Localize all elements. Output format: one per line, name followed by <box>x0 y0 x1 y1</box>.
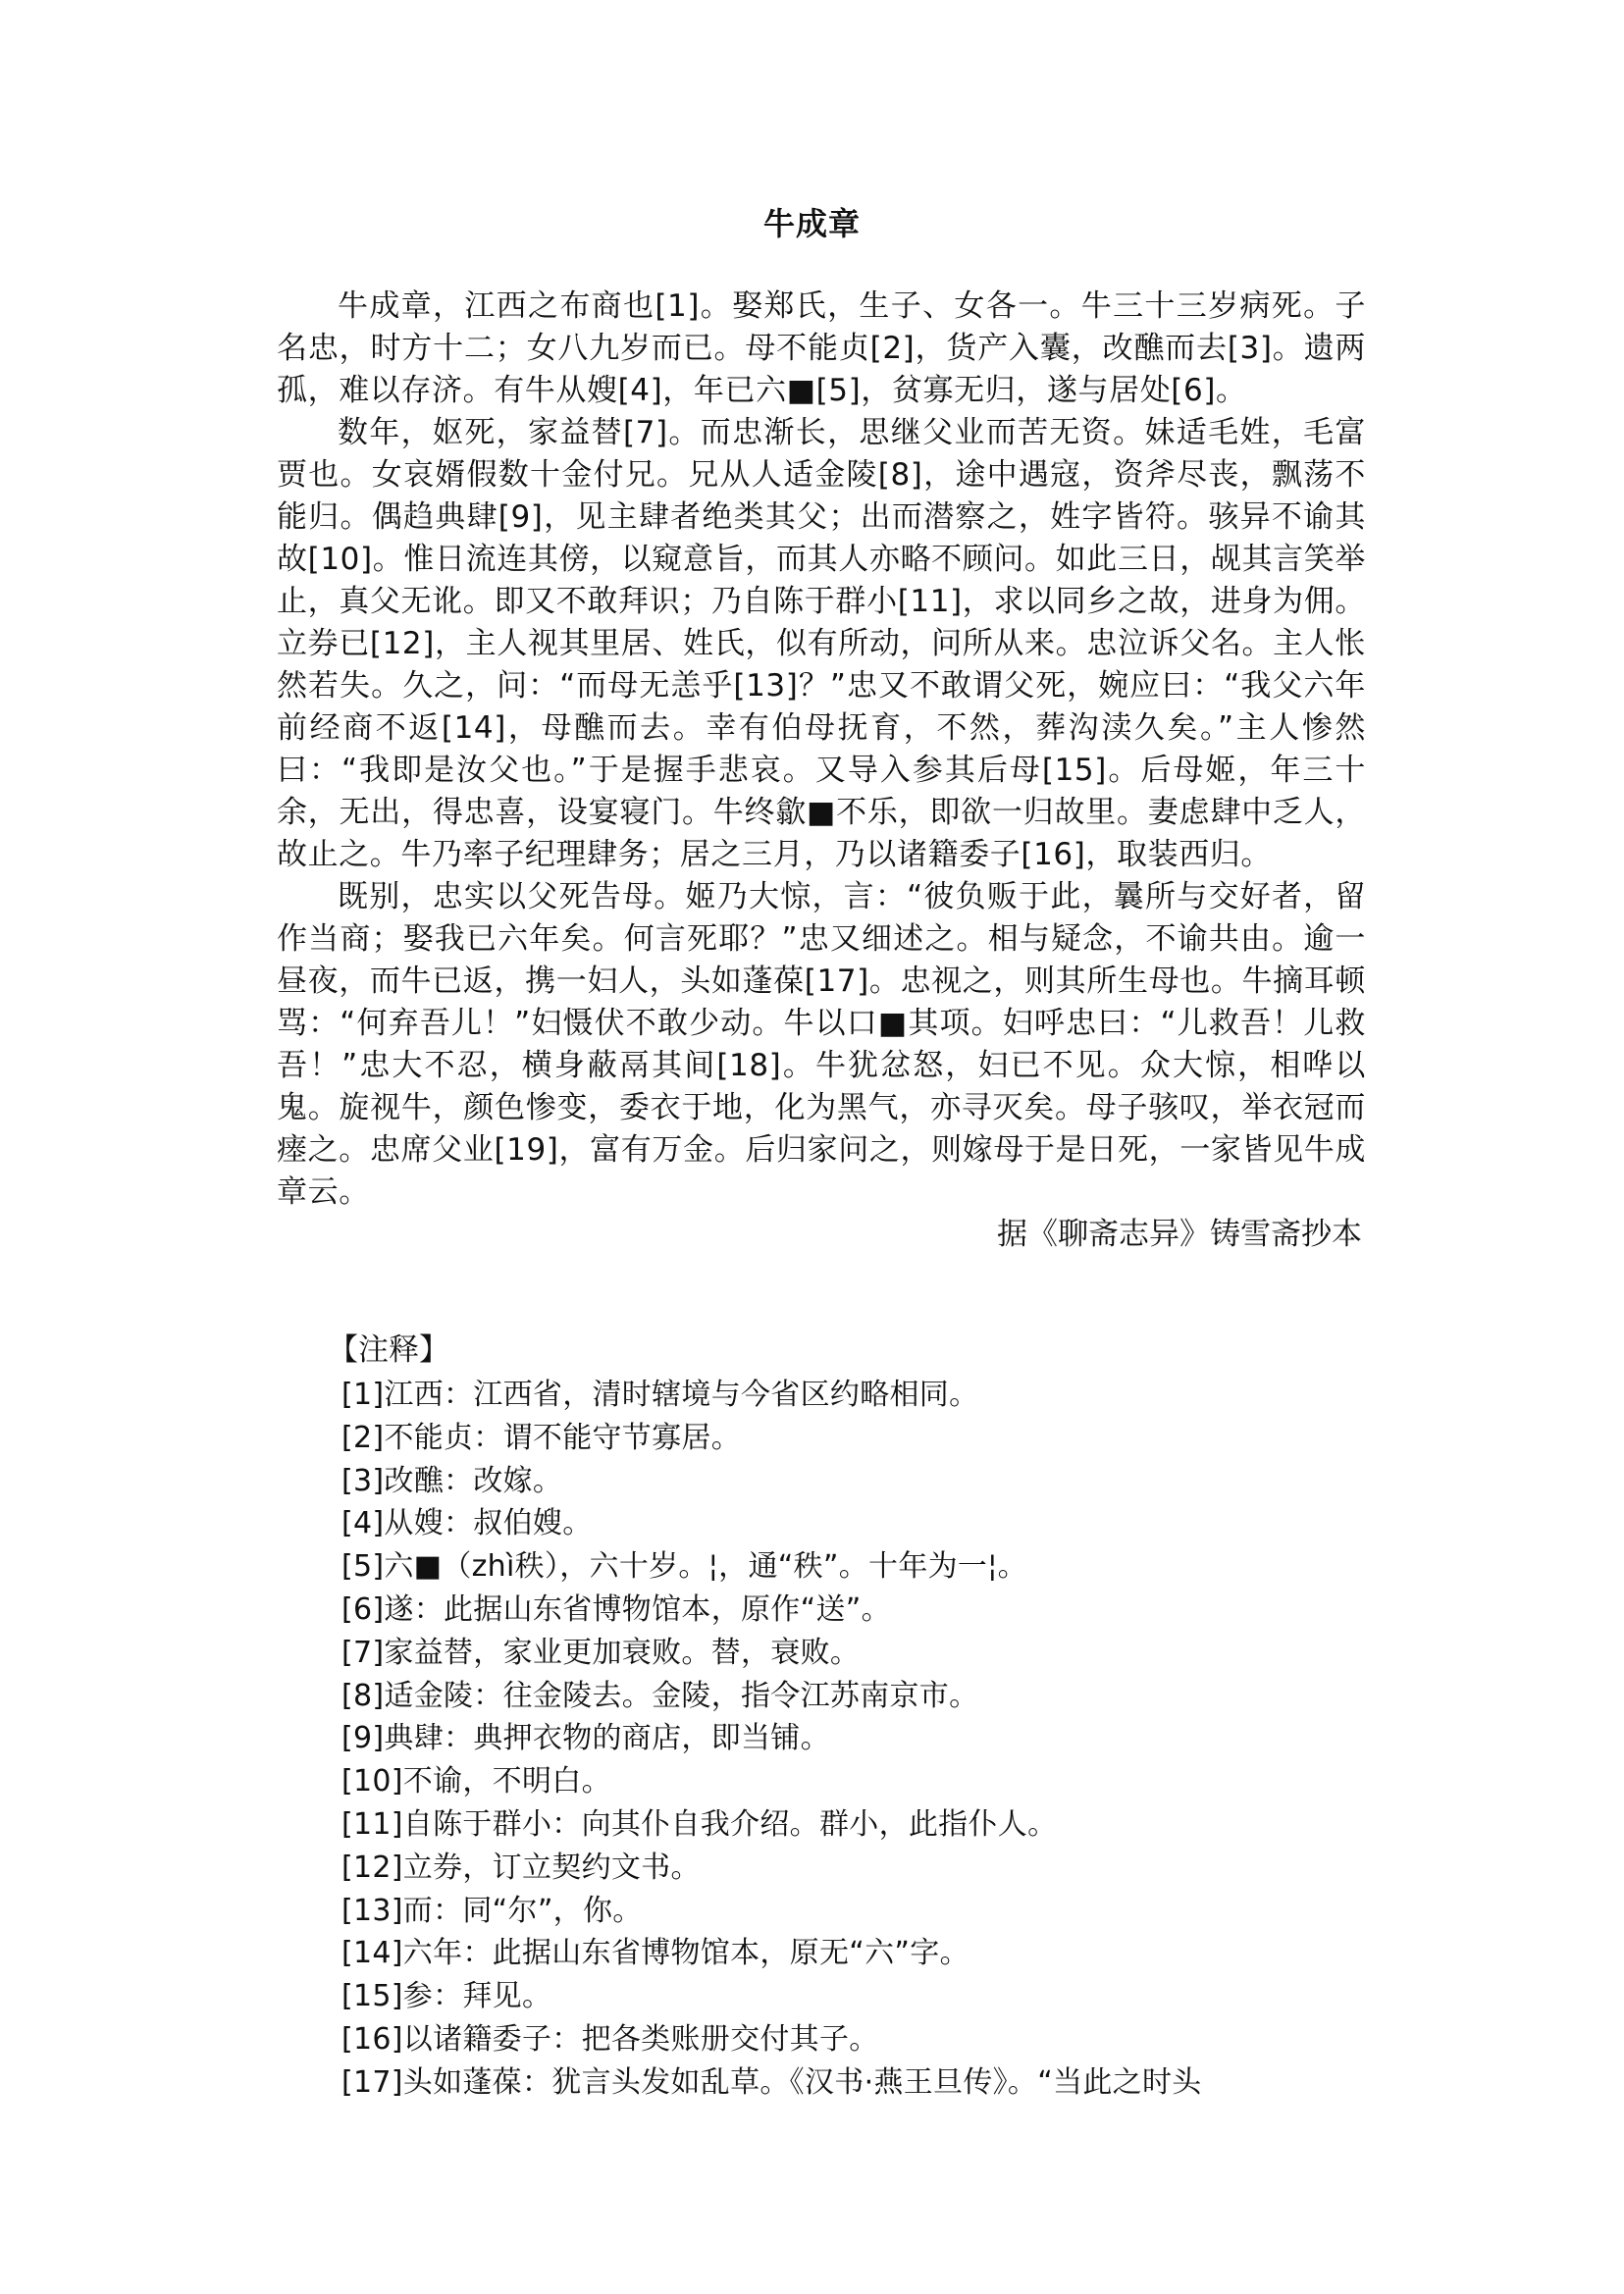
story-body <box>277 286 1366 1256</box>
annotation-item: [10]不谕，不明白。 <box>341 1764 611 1799</box>
annotation-item: [8]适金陵：往金陵去。金陵，指令江苏南京市。 <box>341 1678 979 1713</box>
annotations-section <box>328 1329 1372 2105</box>
annotation-item: [14]六年：此据山东省博物馆本，原无“六”字。 <box>341 1936 969 1971</box>
story-paragraph: 既别，忠实以父死告母。姬乃大惊，言：“彼负贩于此，曩所与交好者，留作当商；娶我已六年矣。何言死耶？”忠又细述之。相与疑念，不谕共由。逾一昼夜，而牛已返，携一妇人，头如蓬葆[17]。忠视之，则其所生母也。牛摘耳顿骂：“何弃吾儿！”妇慑伏不敢少动。牛以口■其项。妇呼忠曰：“儿救吾！儿救吾！”忠大不忍，横身蔽鬲其间[18]。牛犹忿怒，妇已不见。众大惊，相哗以鬼。旋视牛，颜色惨变，委衣于地，化为黑气，亦寻灭矣。母子骇叹，举衣冠而瘗之。忠席父业[19]，富有万金。后归家问之，则嫁母于是日死，一家皆见牛成章云。 <box>277 879 1366 1210</box>
annotation-item: [13]而：同“尔”，你。 <box>341 1893 643 1928</box>
annotation-item: [1]江西：江西省，清时辖境与今省区约略相同。 <box>341 1378 979 1412</box>
annotation-item: [4]从嫂：叔伯嫂。 <box>341 1506 593 1541</box>
annotation-item: [7]家益替，家业更加衰败。替，衰败。 <box>341 1635 861 1670</box>
annotation-item: [16]以诸籍委子：把各类账册交付其子。 <box>341 2021 879 2057</box>
annotation-item: [9]典肆：典押衣物的商店，即当铺。 <box>341 1721 830 1756</box>
annotation-item: [12]立券，订立契约文书。 <box>341 1850 701 1885</box>
source-citation: 据《聊斋志异》铸雪斋抄本 <box>997 1217 1362 1252</box>
annotations-heading: 【注释】 <box>328 1332 449 1368</box>
annotation-item: [6]遂：此据山东省博物馆本，原作“送”。 <box>341 1591 891 1627</box>
annotation-item: [5]六■（zhì秩），六十岁。¦，通“秩”。十年为一¦。 <box>341 1549 1027 1585</box>
annotation-item: [11]自陈于群小：向其仆自我介绍。群小，此指仆人。 <box>341 1806 1058 1842</box>
document-title: 牛成章 <box>762 205 861 242</box>
annotation-item: [3]改醮：改嫁。 <box>341 1463 563 1498</box>
annotation-item: [2]不能贞：谓不能守节寡居。 <box>341 1420 741 1455</box>
story-paragraph: 牛成章，江西之布商也[1]。娶郑氏，生子、女各一。牛三十三岁病死。子名忠，时方十二；女八九岁而已。母不能贞[2]，货产入囊，改醮而去[3]。遗两孤，难以存济。有牛从嫂[4]，年已六■[5]，贫寡无归，遂与居处[6]。 <box>277 288 1366 408</box>
annotation-item: [15]参：拜见。 <box>341 1979 552 2014</box>
annotation-item: [17]头如蓬葆：犹言头发如乱草。《汉书·燕王旦传》。“当此之时头 <box>341 2064 1202 2100</box>
story-paragraph: 数年，妪死，家益替[7]。而忠渐长，思继父业而苦无资。妹适毛姓，毛富贾也。女哀婿假数十金付兄。兄从人适金陵[8]，途中遇寇，资斧尽丧，飘荡不能归。偶趋典肆[9]，见主肆者绝类其父；出而潜察之，姓字皆符。骇异不谕其故[10]。惟日流连其傍，以窥意旨，而其人亦略不顾问。如此三日，觇其言笑举止，真父无讹。即又不敢拜识；乃自陈于群小[11]，求以同乡之故，进身为佣。立券已[12]，主人视其里居、姓氏，似有所动，问所从来。忠泣诉父名。主人怅然若失。久之，问：“而母无恙乎[13]？”忠又不敢谓父死，婉应曰：“我父六年前经商不返[14]，母醮而去。幸有伯母抚育，不然，葬沟渎久矣。”主人惨然曰：“我即是汝父也。”于是握手悲哀。又导入参其后母[15]。后母姬，年三十余，无出，得忠喜，设宴寝门。牛终歙■不乐，即欲一归故里。妻虑肆中乏人，故止之。牛乃率子纪理肆务；居之三月，乃以诸籍委子[16]，取装西归。 <box>277 415 1366 872</box>
